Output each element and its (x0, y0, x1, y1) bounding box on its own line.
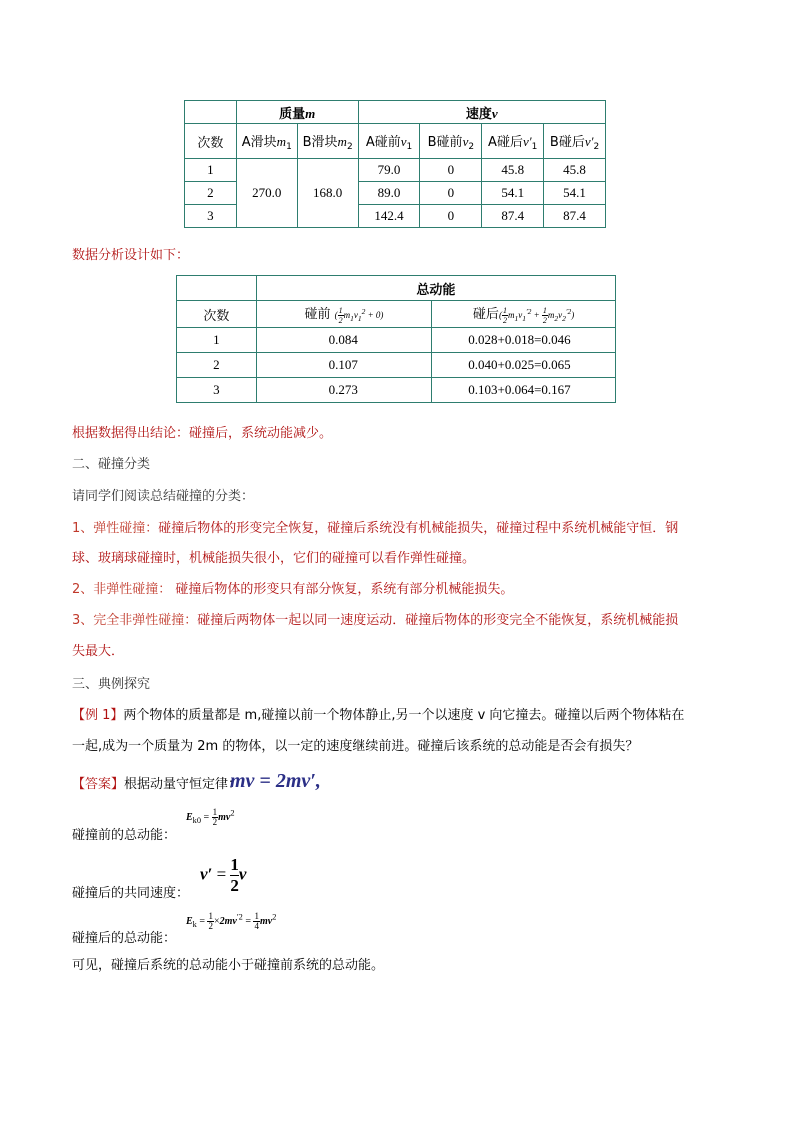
header-speed: 速度v (358, 101, 605, 124)
measurement-table (184, 100, 606, 228)
section-2-title: 二、碰撞分类 (72, 457, 151, 472)
example-1-cont: 一起,成为一个质量为 2m 的物体，以一定的速度继续前进。碰撞后该系统的总动能是否会有损失？ (72, 739, 639, 754)
table-row: 3 0.273 0.103+0.064=0.167 (177, 378, 616, 403)
header-a-mass: A滑块$m_1$ (236, 124, 297, 159)
ke-after-formula: $E_k$ = $\frac{1}{2}$ $\times 2mv^{'2}$ = $\frac{1}{4}$ $mv^2$ (186, 911, 277, 931)
section-2-intro: 请同学们阅读总结碰撞的分类： (72, 489, 255, 504)
momentum-formula: mv = 2mv′, (230, 770, 321, 792)
header-b-mass: B滑块$m_2$ (297, 124, 358, 159)
header-a-before: A碰前$v_1$ (358, 124, 420, 159)
item-perfectly-inelastic-cont: 失最大． (72, 644, 125, 659)
conclusion: 根据数据得出结论：碰撞后，系统动能减少。 (72, 426, 333, 441)
header-a-after: A碰后$v'_1$ (482, 124, 544, 159)
item-inelastic: 2、非弹性碰撞： 碰撞后物体的形变只有部分恢复，系统有部分机械能损失。 (72, 582, 514, 597)
header-after: 碰后( $\frac{1}{2}$ $m_1v_1^{'2}$ + $\frac{1}{2}$ $m_2v_2^{'2}$) (432, 301, 616, 328)
common-velocity-formula: v′ = $\frac{1}{2}$ v (200, 855, 247, 895)
item-perfectly-inelastic: 3、完全非弹性碰撞：碰撞后两物体一起以同一速度运动．碰撞后物体的形变完全不能恢复，系统机械能损 (72, 613, 679, 628)
table-row: 1 0.084 0.028+0.018=0.046 (177, 328, 616, 353)
table-row: 3 142.4 0 87.4 87.4 (185, 205, 606, 228)
item-elastic: 1、弹性碰撞：碰撞后物体的形变完全恢复，碰撞后系统没有机械能损失，碰撞过程中系统机械能守恒．钢 (72, 521, 679, 536)
ke-before-formula: $E_{k0}$ = $\frac{1}{2}$ $mv^2$ (186, 807, 235, 827)
table-row: 2 0.107 0.040+0.025=0.065 (177, 353, 616, 378)
header-b-before: B碰前$v_2$ (420, 124, 482, 159)
ke-after-line: 碰撞后的总动能： (72, 931, 177, 946)
header-b-after: B碰后$v'_2$ (544, 124, 606, 159)
header-count: 次数 (177, 301, 257, 328)
header-mass: 质量m (236, 101, 358, 124)
ke-before-line: 碰撞前的总动能： (72, 828, 177, 843)
table-row: 1 270.0 168.0 79.0 0 45.8 45.8 (185, 159, 606, 182)
answer-line: 【答案】根据动量守恒定律： (72, 777, 242, 792)
item-elastic-cont: 球、玻璃球碰撞时，机械能损失很小，它们的碰撞可以看作弹性碰撞。 (72, 551, 476, 566)
header-total-ke: 总动能 (256, 276, 615, 301)
header-count: 次数 (185, 124, 237, 159)
kinetic-energy-table (176, 275, 616, 403)
mass-b-value: 168.0 (297, 159, 358, 228)
section-3-title: 三、典例探究 (72, 677, 151, 692)
mass-a-value: 270.0 (236, 159, 297, 228)
table-row: 2 89.0 0 54.1 54.1 (185, 182, 606, 205)
design-paragraph: 数据分析设计如下： (72, 248, 190, 263)
example-1: 【例 1】两个物体的质量都是 m,碰撞以前一个物体静止,另一个以速度 v 向它撞去。碰撞以后两个物体粘在 (72, 708, 685, 723)
common-velocity-line: 碰撞后的共同速度： (72, 886, 190, 901)
final-statement: 可见，碰撞后系统的总动能小于碰撞前系统的总动能。 (72, 958, 385, 973)
header-before: 碰前 ( $\frac{1}{2}$ $m_1v_1^2 + 0$) (256, 301, 432, 328)
